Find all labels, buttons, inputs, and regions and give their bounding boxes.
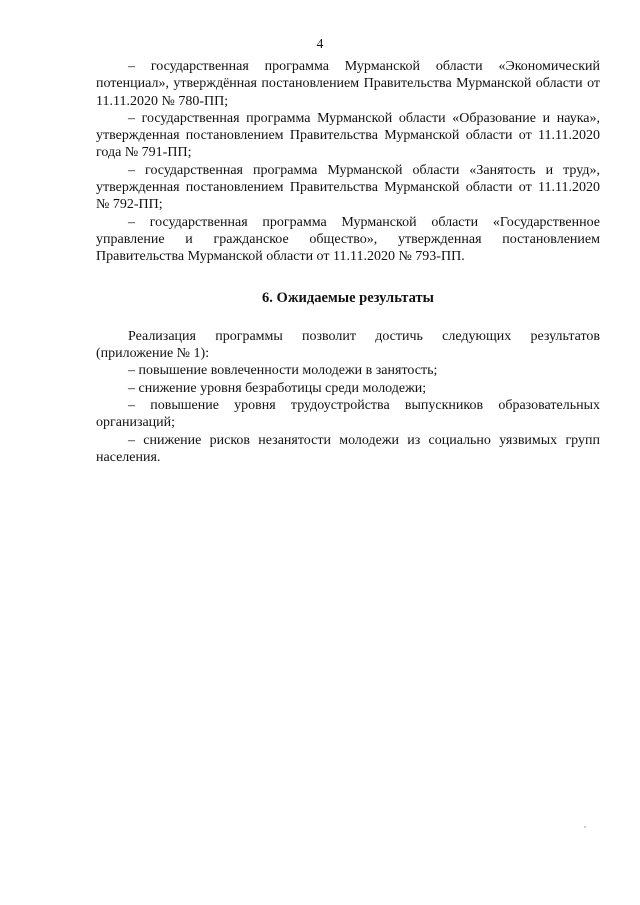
page-number: 4 [316,36,324,51]
scan-speck [584,826,586,828]
program-item: – государственная программа Мурманской области «Государственное управление и гражданское общество», утвержденная постановлением Правительства Мурманской области от 11.11.2020 № 793-ПП. [96,214,600,265]
section-heading: 6. Ожидаемые результаты [262,289,434,306]
result-item: – снижение рисков незанятости молодежи из социально уязвимых групп населения. [96,432,600,465]
result-item: – повышение уровня трудоустройства выпускников образовательных организаций; [96,398,600,431]
document-body [96,58,600,466]
section-intro: Реализация программы позволит достичь следующих результатов (приложение № 1): [96,328,600,362]
program-item: – государственная программа Мурманской области «Экономический потенциал», утверждённая постановлением Правительства Мурманской области от 11.11.2020 № 780-ПП; [96,59,600,109]
program-item: – государственная программа Мурманской области «Образование и наука», утвержденная постановлением Правительства Мурманской области от 11.11.2020 года № 791-ПП; [96,110,600,161]
program-item: – государственная программа Мурманской области «Занятость и труд», утвержденная постановлением Правительства Мурманской области от 11.11.2020 № 792-ПП; [96,162,600,213]
result-item: – снижение уровня безработицы среди молодежи; [128,380,427,396]
result-item: – повышение вовлеченности молодежи в занятость; [128,363,438,379]
